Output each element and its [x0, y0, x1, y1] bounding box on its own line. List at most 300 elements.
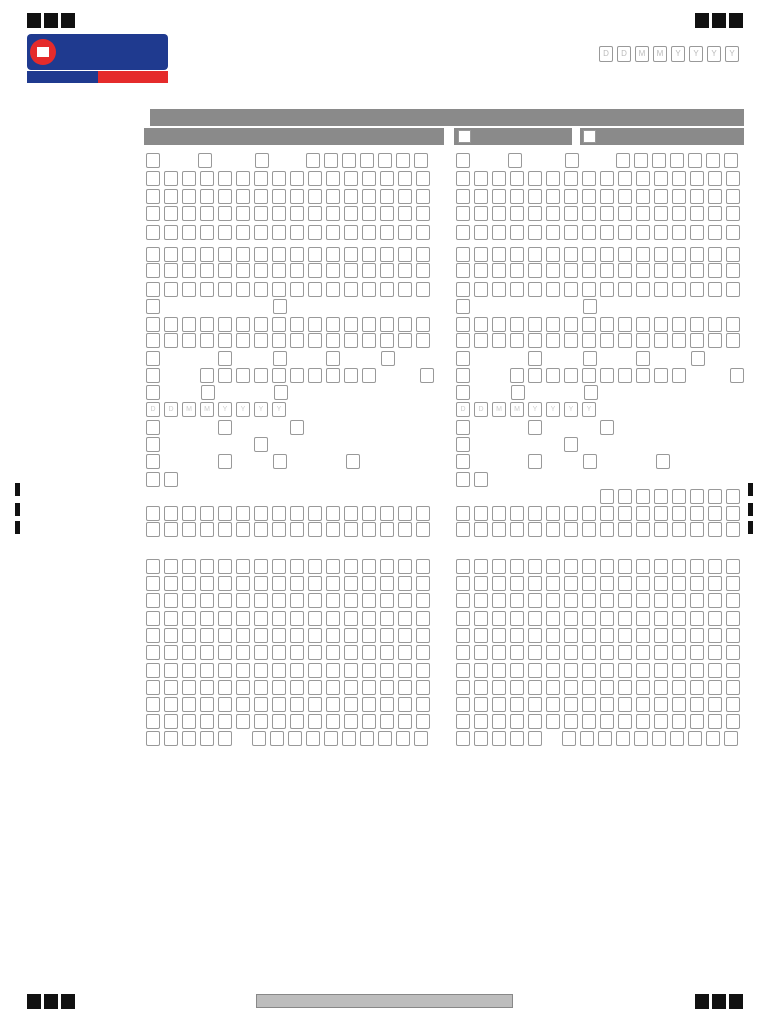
address-abroad-country-cell[interactable] [380, 663, 394, 678]
mothers-first-cell[interactable] [218, 263, 232, 278]
address-abroad-country-cell[interactable] [290, 663, 304, 678]
middle-name-cell[interactable] [146, 189, 160, 204]
last-name-cell-co[interactable] [510, 206, 524, 221]
nri-cell[interactable] [236, 522, 250, 537]
first-name-cell[interactable] [398, 171, 412, 186]
phone-cell-co[interactable] [652, 731, 666, 746]
alt-mobile-cell-co[interactable] [456, 714, 470, 729]
first-name-cell-co[interactable] [708, 171, 722, 186]
alt-mobile-cell-co[interactable] [726, 714, 740, 729]
father-spouse-last-cell-co[interactable] [456, 333, 470, 348]
country-residence-cell-co[interactable] [654, 506, 668, 521]
address-abroad-city-cell[interactable] [146, 628, 160, 643]
address-abroad-state-cell[interactable] [254, 645, 268, 660]
middle-name-cell[interactable] [308, 189, 322, 204]
address-abroad-area-cell-co[interactable] [654, 611, 668, 626]
father-spouse-last-cell[interactable] [164, 333, 178, 348]
address-abroad-line1-cell[interactable] [254, 559, 268, 574]
address-abroad-line2-cell-co[interactable] [654, 576, 668, 591]
mothers-maiden-cell[interactable] [398, 247, 412, 262]
nri-cell-co[interactable] [708, 522, 722, 537]
last-name-cell-co[interactable] [456, 206, 470, 221]
address-abroad-zip-cell[interactable] [182, 680, 196, 695]
relationship-cell[interactable] [708, 489, 722, 504]
nri-cell-co[interactable] [600, 522, 614, 537]
country-residence-cell[interactable] [218, 506, 232, 521]
middle-name-cell-co[interactable] [564, 189, 578, 204]
phone-cell-co[interactable] [562, 731, 576, 746]
middle-name-cell-co[interactable] [708, 189, 722, 204]
father-spouse-last-cell[interactable] [326, 333, 340, 348]
category-others-cell-co[interactable] [528, 368, 542, 383]
maiden-name-cell[interactable] [344, 225, 358, 240]
category-others-cell[interactable] [272, 368, 286, 383]
address-abroad-country-cell[interactable] [146, 663, 160, 678]
country-residence-cell[interactable] [326, 506, 340, 521]
address-abroad-zip-cell-co[interactable] [600, 680, 614, 695]
category-others-cell-co[interactable] [564, 368, 578, 383]
first-name-cell[interactable] [308, 171, 322, 186]
address-abroad-country-cell[interactable] [272, 663, 286, 678]
mothers-last-cell[interactable] [182, 282, 196, 297]
address-abroad-area-cell-co[interactable] [618, 611, 632, 626]
address-abroad-line2-cell-co[interactable] [456, 576, 470, 591]
address-abroad-line2-cell[interactable] [236, 576, 250, 591]
address-abroad-state-cell-co[interactable] [456, 645, 470, 660]
address-abroad-line1-cell[interactable] [236, 559, 250, 574]
mobile-cell-co[interactable] [456, 697, 470, 712]
phone-cell[interactable] [360, 731, 374, 746]
alt-mobile-cell-co[interactable] [618, 714, 632, 729]
maiden-name-cell-co[interactable] [600, 225, 614, 240]
address-abroad-line3-cell-co[interactable] [618, 593, 632, 608]
address-abroad-area-cell-co[interactable] [726, 611, 740, 626]
qual-hsc-co-checkbox[interactable] [528, 420, 542, 435]
last-name-cell[interactable] [326, 206, 340, 221]
address-abroad-area-cell-co[interactable] [600, 611, 614, 626]
address-abroad-country-cell[interactable] [344, 663, 358, 678]
salutation-extra-cell[interactable] [324, 153, 338, 168]
category-others-cell[interactable] [236, 368, 250, 383]
salutation-extra-cell-co[interactable] [706, 153, 720, 168]
address-abroad-line1-cell-co[interactable] [582, 559, 596, 574]
address-abroad-city-cell-co[interactable] [456, 628, 470, 643]
marital-widowed-checkbox[interactable] [273, 454, 287, 469]
address-abroad-state-cell[interactable] [326, 645, 340, 660]
mobile-cell[interactable] [362, 697, 376, 712]
mobile-cell[interactable] [146, 697, 160, 712]
address-abroad-line1-cell-co[interactable] [636, 559, 650, 574]
alt-mobile-cell-co[interactable] [564, 714, 578, 729]
last-name-cell[interactable] [416, 206, 430, 221]
address-abroad-state-cell-co[interactable] [546, 645, 560, 660]
nri-cell[interactable] [308, 522, 322, 537]
address-abroad-country-cell-co[interactable] [636, 663, 650, 678]
nri-cell-co[interactable] [582, 522, 596, 537]
address-abroad-line2-cell[interactable] [164, 576, 178, 591]
address-abroad-state-cell-co[interactable] [708, 645, 722, 660]
address-abroad-line2-cell-co[interactable] [528, 576, 542, 591]
country-residence-cell-co[interactable] [510, 506, 524, 521]
father-spouse-first-cell[interactable] [344, 317, 358, 332]
address-abroad-state-cell-co[interactable] [528, 645, 542, 660]
spouse-name-checkbox[interactable] [273, 299, 287, 314]
father-spouse-first-cell-co[interactable] [636, 317, 650, 332]
alt-mobile-cell-co[interactable] [546, 714, 560, 729]
mothers-first-cell-co[interactable] [510, 263, 524, 278]
father-spouse-first-cell[interactable] [416, 317, 430, 332]
address-abroad-country-cell-co[interactable] [528, 663, 542, 678]
middle-name-cell-co[interactable] [618, 189, 632, 204]
nri-cell[interactable] [416, 522, 430, 537]
address-abroad-city-cell-co[interactable] [474, 628, 488, 643]
address-abroad-zip-cell[interactable] [362, 680, 376, 695]
address-abroad-state-cell-co[interactable] [474, 645, 488, 660]
maiden-name-cell-co[interactable] [654, 225, 668, 240]
mothers-maiden-cell-co[interactable] [474, 247, 488, 262]
nri-cell-co[interactable] [510, 522, 524, 537]
address-abroad-state-cell[interactable] [398, 645, 412, 660]
marital-married-co-checkbox[interactable] [456, 454, 470, 469]
salutation-extra-cell-co[interactable] [688, 153, 702, 168]
country-residence-cell-co[interactable] [726, 506, 740, 521]
maiden-name-cell[interactable] [218, 225, 232, 240]
phone-cell-co[interactable] [670, 731, 684, 746]
application-date-cell[interactable]: Y [689, 46, 703, 62]
nri-cell-co[interactable] [636, 522, 650, 537]
address-abroad-state-cell-co[interactable] [690, 645, 704, 660]
middle-name-cell-co[interactable] [474, 189, 488, 204]
father-spouse-first-cell[interactable] [308, 317, 322, 332]
mothers-first-cell-co[interactable] [636, 263, 650, 278]
first-name-cell-co[interactable] [654, 171, 668, 186]
address-abroad-line3-cell-co[interactable] [510, 593, 524, 608]
dob-cell-co[interactable]: M [510, 402, 524, 417]
address-abroad-line1-cell[interactable] [362, 559, 376, 574]
first-name-cell[interactable] [380, 171, 394, 186]
address-abroad-country-cell-co[interactable] [618, 663, 632, 678]
category-sc-checkbox[interactable] [273, 351, 287, 366]
address-abroad-zip-cell[interactable] [398, 680, 412, 695]
address-abroad-state-cell-co[interactable] [582, 645, 596, 660]
mothers-last-cell[interactable] [218, 282, 232, 297]
mothers-first-cell[interactable] [200, 263, 214, 278]
address-abroad-line2-cell[interactable] [362, 576, 376, 591]
category-obc-co-checkbox[interactable] [528, 351, 542, 366]
nri-cell-co[interactable] [690, 522, 704, 537]
salutation-extra-cell[interactable] [360, 153, 374, 168]
middle-name-cell-co[interactable] [582, 189, 596, 204]
address-abroad-line2-cell-co[interactable] [726, 576, 740, 591]
category-others-cell-co[interactable] [546, 368, 560, 383]
address-abroad-area-cell[interactable] [398, 611, 412, 626]
last-name-cell-co[interactable] [546, 206, 560, 221]
alt-mobile-cell-co[interactable] [708, 714, 722, 729]
minority-checkbox-co[interactable] [730, 368, 744, 383]
middle-name-cell[interactable] [182, 189, 196, 204]
mothers-maiden-cell[interactable] [326, 247, 340, 262]
category-others-cell-co[interactable] [600, 368, 614, 383]
address-abroad-area-cell[interactable] [254, 611, 268, 626]
address-abroad-zip-cell-co[interactable] [582, 680, 596, 695]
address-abroad-line2-cell-co[interactable] [690, 576, 704, 591]
dob-cell-co[interactable]: Y [546, 402, 560, 417]
middle-name-cell-co[interactable] [726, 189, 740, 204]
maiden-name-cell[interactable] [398, 225, 412, 240]
fathers-name-checkbox[interactable] [146, 299, 160, 314]
phone-cell[interactable] [378, 731, 392, 746]
alt-mobile-cell[interactable] [236, 714, 250, 729]
address-abroad-state-cell[interactable] [308, 645, 322, 660]
address-abroad-line1-cell[interactable] [182, 559, 196, 574]
father-spouse-first-cell[interactable] [272, 317, 286, 332]
father-spouse-first-cell-co[interactable] [726, 317, 740, 332]
address-abroad-line3-cell-co[interactable] [636, 593, 650, 608]
address-abroad-line1-cell[interactable] [146, 559, 160, 574]
first-name-cell[interactable] [326, 171, 340, 186]
mothers-last-cell-co[interactable] [600, 282, 614, 297]
address-abroad-state-cell[interactable] [380, 645, 394, 660]
address-abroad-zip-cell-co[interactable] [456, 680, 470, 695]
mothers-last-cell-co[interactable] [690, 282, 704, 297]
father-spouse-first-cell-co[interactable] [456, 317, 470, 332]
maiden-name-cell[interactable] [362, 225, 376, 240]
address-abroad-line1-cell-co[interactable] [708, 559, 722, 574]
marital-widowed-co-checkbox[interactable] [583, 454, 597, 469]
nri-cell[interactable] [164, 522, 178, 537]
address-abroad-zip-cell-co[interactable] [618, 680, 632, 695]
mothers-first-cell-co[interactable] [690, 263, 704, 278]
address-abroad-area-cell-co[interactable] [456, 611, 470, 626]
category-nt-co-checkbox[interactable] [691, 351, 705, 366]
address-abroad-line3-cell[interactable] [362, 593, 376, 608]
mothers-first-cell[interactable] [380, 263, 394, 278]
last-name-cell-co[interactable] [492, 206, 506, 221]
nri-cell-co[interactable] [528, 522, 542, 537]
address-abroad-country-cell[interactable] [362, 663, 376, 678]
dependents-cell[interactable] [164, 472, 178, 487]
salutation-extra-cell-co[interactable] [724, 153, 738, 168]
phone-isd-cell[interactable] [146, 731, 160, 746]
phone-cell[interactable] [342, 731, 356, 746]
father-spouse-last-cell[interactable] [308, 333, 322, 348]
address-abroad-city-cell[interactable] [200, 628, 214, 643]
category-others-cell[interactable] [326, 368, 340, 383]
mothers-first-cell-co[interactable] [600, 263, 614, 278]
mothers-first-cell-co[interactable] [456, 263, 470, 278]
address-abroad-state-cell[interactable] [236, 645, 250, 660]
phone-cell-co[interactable] [580, 731, 594, 746]
address-abroad-country-cell[interactable] [308, 663, 322, 678]
address-abroad-state-cell-co[interactable] [564, 645, 578, 660]
last-name-cell[interactable] [200, 206, 214, 221]
alt-mobile-cell-co[interactable] [474, 714, 488, 729]
mobile-cell-co[interactable] [474, 697, 488, 712]
address-abroad-area-cell-co[interactable] [636, 611, 650, 626]
father-spouse-first-cell-co[interactable] [708, 317, 722, 332]
alt-mobile-cell[interactable] [308, 714, 322, 729]
address-abroad-line3-cell[interactable] [146, 593, 160, 608]
address-abroad-state-cell-co[interactable] [600, 645, 614, 660]
address-abroad-country-cell[interactable] [416, 663, 430, 678]
address-abroad-state-cell[interactable] [200, 645, 214, 660]
father-spouse-last-cell[interactable] [254, 333, 268, 348]
phone-cell-co[interactable] [688, 731, 702, 746]
first-name-cell[interactable] [362, 171, 376, 186]
dob-cell-co[interactable]: D [456, 402, 470, 417]
address-abroad-zip-cell-co[interactable] [726, 680, 740, 695]
father-spouse-last-cell[interactable] [362, 333, 376, 348]
address-abroad-line3-cell[interactable] [200, 593, 214, 608]
address-abroad-line2-cell[interactable] [218, 576, 232, 591]
mothers-first-cell[interactable] [362, 263, 376, 278]
maiden-name-cell[interactable] [236, 225, 250, 240]
category-others-cell[interactable] [254, 368, 268, 383]
address-abroad-line1-cell-co[interactable] [600, 559, 614, 574]
address-abroad-state-cell[interactable] [272, 645, 286, 660]
father-spouse-first-cell[interactable] [398, 317, 412, 332]
address-abroad-state-cell-co[interactable] [654, 645, 668, 660]
phone-cell[interactable] [414, 731, 428, 746]
dob-cell[interactable]: M [200, 402, 214, 417]
address-abroad-city-cell[interactable] [362, 628, 376, 643]
address-abroad-country-cell-co[interactable] [510, 663, 524, 678]
mothers-last-cell[interactable] [380, 282, 394, 297]
relationship-cell[interactable] [672, 489, 686, 504]
address-abroad-state-cell-co[interactable] [636, 645, 650, 660]
country-residence-cell[interactable] [380, 506, 394, 521]
address-abroad-area-cell[interactable] [164, 611, 178, 626]
address-abroad-area-cell[interactable] [326, 611, 340, 626]
address-abroad-city-cell-co[interactable] [600, 628, 614, 643]
address-abroad-line1-cell[interactable] [218, 559, 232, 574]
address-abroad-line1-cell[interactable] [344, 559, 358, 574]
mothers-maiden-cell-co[interactable] [492, 247, 506, 262]
mothers-maiden-cell[interactable] [308, 247, 322, 262]
mothers-maiden-cell-co[interactable] [456, 247, 470, 262]
address-abroad-line1-cell-co[interactable] [672, 559, 686, 574]
nri-cell[interactable] [326, 522, 340, 537]
first-name-cell[interactable] [146, 171, 160, 186]
salutation-mr-checkbox[interactable] [146, 153, 160, 168]
dob-cell[interactable]: M [182, 402, 196, 417]
address-abroad-country-cell[interactable] [164, 663, 178, 678]
address-abroad-line3-cell[interactable] [326, 593, 340, 608]
address-abroad-country-cell-co[interactable] [600, 663, 614, 678]
address-abroad-city-cell-co[interactable] [690, 628, 704, 643]
mothers-maiden-cell[interactable] [272, 247, 286, 262]
salutation-extra-cell-co[interactable] [634, 153, 648, 168]
mothers-first-cell-co[interactable] [654, 263, 668, 278]
first-name-cell-co[interactable] [690, 171, 704, 186]
maiden-name-cell-co[interactable] [510, 225, 524, 240]
address-abroad-city-cell[interactable] [236, 628, 250, 643]
country-residence-cell-co[interactable] [582, 506, 596, 521]
middle-name-cell[interactable] [380, 189, 394, 204]
address-abroad-country-cell-co[interactable] [726, 663, 740, 678]
mobile-cell[interactable] [398, 697, 412, 712]
address-abroad-line2-cell[interactable] [200, 576, 214, 591]
address-abroad-city-cell[interactable] [380, 628, 394, 643]
mothers-first-cell[interactable] [326, 263, 340, 278]
mothers-last-cell[interactable] [344, 282, 358, 297]
mobile-cell[interactable] [416, 697, 430, 712]
mobile-cell-co[interactable] [510, 697, 524, 712]
alt-mobile-cell[interactable] [344, 714, 358, 729]
category-others-cell[interactable] [308, 368, 322, 383]
address-abroad-country-cell[interactable] [398, 663, 412, 678]
middle-name-cell[interactable] [236, 189, 250, 204]
address-abroad-line1-cell-co[interactable] [474, 559, 488, 574]
nri-cell-co[interactable] [492, 522, 506, 537]
address-abroad-zip-cell[interactable] [326, 680, 340, 695]
country-residence-cell[interactable] [236, 506, 250, 521]
mobile-cell-co[interactable] [582, 697, 596, 712]
country-residence-cell[interactable] [398, 506, 412, 521]
address-abroad-city-cell-co[interactable] [492, 628, 506, 643]
address-abroad-state-cell[interactable] [416, 645, 430, 660]
father-spouse-first-cell-co[interactable] [510, 317, 524, 332]
phone-cell-co[interactable] [724, 731, 738, 746]
middle-name-cell[interactable] [200, 189, 214, 204]
alt-mobile-cell[interactable] [218, 714, 232, 729]
address-abroad-state-cell[interactable] [290, 645, 304, 660]
alt-mobile-cell[interactable] [362, 714, 376, 729]
address-abroad-area-cell[interactable] [272, 611, 286, 626]
dob-cell[interactable]: Y [236, 402, 250, 417]
address-abroad-line1-cell-co[interactable] [546, 559, 560, 574]
address-abroad-line3-cell[interactable] [398, 593, 412, 608]
father-spouse-first-cell-co[interactable] [546, 317, 560, 332]
address-abroad-area-cell-co[interactable] [672, 611, 686, 626]
nri-cell-co[interactable] [654, 522, 668, 537]
category-others-cell-co[interactable] [618, 368, 632, 383]
dob-cell[interactable]: Y [272, 402, 286, 417]
mothers-first-cell[interactable] [398, 263, 412, 278]
last-name-cell[interactable] [362, 206, 376, 221]
father-spouse-first-cell-co[interactable] [564, 317, 578, 332]
address-abroad-state-cell[interactable] [344, 645, 358, 660]
address-abroad-country-cell[interactable] [326, 663, 340, 678]
father-spouse-first-cell-co[interactable] [690, 317, 704, 332]
qual-others-co-checkbox[interactable] [564, 437, 578, 452]
mothers-first-cell[interactable] [308, 263, 322, 278]
first-name-cell-co[interactable] [564, 171, 578, 186]
salutation-mr-co-checkbox[interactable] [456, 153, 470, 168]
maiden-name-cell-co[interactable] [528, 225, 542, 240]
mobile-cell-co[interactable] [600, 697, 614, 712]
country-residence-cell[interactable] [362, 506, 376, 521]
nri-cell[interactable] [254, 522, 268, 537]
first-name-cell-co[interactable] [546, 171, 560, 186]
maiden-name-cell-co[interactable] [456, 225, 470, 240]
salutation-extra-cell[interactable] [414, 153, 428, 168]
address-abroad-line3-cell-co[interactable] [474, 593, 488, 608]
father-spouse-last-cell-co[interactable] [582, 333, 596, 348]
mobile-cell[interactable] [326, 697, 340, 712]
father-spouse-first-cell-co[interactable] [528, 317, 542, 332]
address-abroad-line3-cell-co[interactable] [708, 593, 722, 608]
alt-mobile-cell-co[interactable] [654, 714, 668, 729]
address-abroad-line2-cell[interactable] [308, 576, 322, 591]
address-abroad-city-cell-co[interactable] [708, 628, 722, 643]
address-abroad-line3-cell[interactable] [308, 593, 322, 608]
mothers-first-cell-co[interactable] [618, 263, 632, 278]
address-abroad-city-cell-co[interactable] [618, 628, 632, 643]
country-residence-cell[interactable] [416, 506, 430, 521]
address-abroad-line2-cell-co[interactable] [492, 576, 506, 591]
last-name-cell-co[interactable] [708, 206, 722, 221]
